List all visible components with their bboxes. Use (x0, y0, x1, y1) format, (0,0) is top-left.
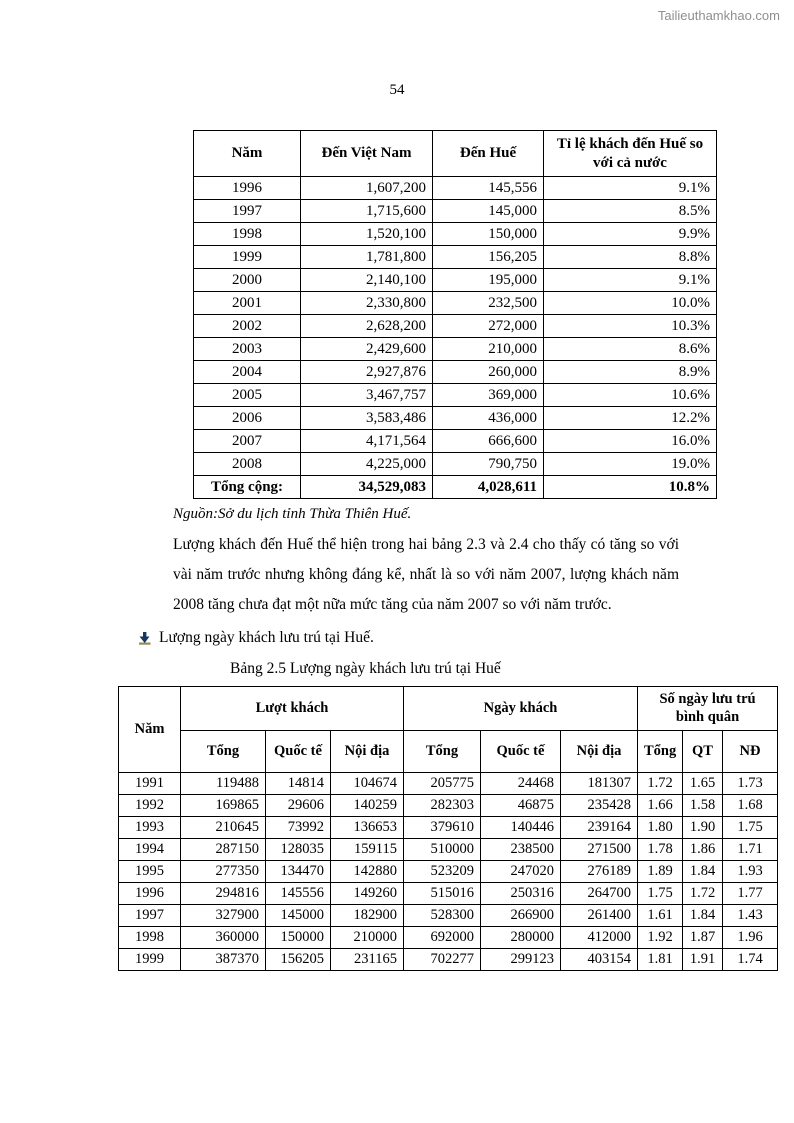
table-cell: 145556 (266, 883, 331, 905)
table-cell: 1,781,800 (301, 246, 433, 269)
table-cell: 210645 (181, 817, 266, 839)
table-cell: 1993 (119, 817, 181, 839)
column-subheader-qt: QT (683, 731, 723, 773)
table-cell: 266900 (481, 905, 561, 927)
table-cell: 702277 (404, 949, 481, 971)
column-subheader-intl: Quốc tế (266, 731, 331, 773)
visitors-to-hue-table (193, 130, 717, 499)
column-subheader-total: Tổng (638, 731, 683, 773)
table-cell: 250316 (481, 883, 561, 905)
table-cell: 34,529,083 (301, 476, 433, 499)
column-header-vietnam: Đến Việt Nam (301, 131, 433, 177)
table-cell: 145000 (266, 905, 331, 927)
table-cell: 1995 (119, 861, 181, 883)
table-cell: 2,330,800 (301, 292, 433, 315)
body-paragraph: Lượng khách đến Huế thể hiện trong hai bảng 2.3 và 2.4 cho thấy có tăng so với vài năm trước nhưng không đáng kể, nhất là so với năm 2007, lượng khách năm 2008 tăng chưa đạt một nữa mức tăng của năm 2007 so với năm trước. (173, 536, 679, 613)
table-cell: 260,000 (433, 361, 544, 384)
table-cell: 1,607,200 (301, 177, 433, 200)
table-cell: 2,927,876 (301, 361, 433, 384)
table-cell: 238500 (481, 839, 561, 861)
table-cell: 3,467,757 (301, 384, 433, 407)
table-cell: 12.2% (544, 407, 717, 430)
table-cell: 1.84 (683, 905, 723, 927)
table-cell: 159115 (331, 839, 404, 861)
table-cell: 1.77 (723, 883, 778, 905)
table-cell: 2008 (194, 453, 301, 476)
table-cell: 1.96 (723, 927, 778, 949)
table-cell: 280000 (481, 927, 561, 949)
table-cell: 232,500 (433, 292, 544, 315)
table-cell: 9.9% (544, 223, 717, 246)
table-row (194, 315, 717, 338)
table-cell: 1.93 (723, 861, 778, 883)
table-cell: 403154 (561, 949, 638, 971)
table-body (119, 773, 778, 971)
table-cell: 145,556 (433, 177, 544, 200)
table-row (119, 773, 778, 795)
table-row (194, 453, 717, 476)
table-cell: 272,000 (433, 315, 544, 338)
table-cell: 1.73 (723, 773, 778, 795)
table-cell: 1998 (194, 223, 301, 246)
column-subheader-intl: Quốc tế (481, 731, 561, 773)
table-cell: 8.5% (544, 200, 717, 223)
table-row (119, 861, 778, 883)
table-cell: 1999 (119, 949, 181, 971)
table-cell: 4,225,000 (301, 453, 433, 476)
table-group-header-row (119, 687, 778, 731)
table-cell: 10.6% (544, 384, 717, 407)
table-cell: 1.81 (638, 949, 683, 971)
table-cell: 8.6% (544, 338, 717, 361)
table-cell: 104674 (331, 773, 404, 795)
table-row (119, 839, 778, 861)
table-cell: 247020 (481, 861, 561, 883)
table-row (194, 430, 717, 453)
column-group-avg-stay: Số ngày lưu trú bình quân (638, 687, 778, 731)
table-cell: 2005 (194, 384, 301, 407)
arrow-bullet-icon (138, 632, 152, 645)
table-row (119, 905, 778, 927)
table-cell: 1.58 (683, 795, 723, 817)
table-cell: 150,000 (433, 223, 544, 246)
table-cell: 1,715,600 (301, 200, 433, 223)
table-row (194, 200, 717, 223)
table-cell: 3,583,486 (301, 407, 433, 430)
table-cell: 1.89 (638, 861, 683, 883)
table-cell: 235428 (561, 795, 638, 817)
table-row (119, 927, 778, 949)
table-row (194, 384, 717, 407)
table-row (194, 246, 717, 269)
table-cell: 145,000 (433, 200, 544, 223)
column-subheader-total: Tổng (404, 731, 481, 773)
table-cell: 14814 (266, 773, 331, 795)
table-cell: 327900 (181, 905, 266, 927)
table-cell: 1.84 (683, 861, 723, 883)
table-cell: 1.87 (683, 927, 723, 949)
table-cell: 10.3% (544, 315, 717, 338)
table-cell: 515016 (404, 883, 481, 905)
table-row (194, 338, 717, 361)
table-row (119, 883, 778, 905)
table-cell: 10.8% (544, 476, 717, 499)
table-cell: 140446 (481, 817, 561, 839)
table-cell: 276189 (561, 861, 638, 883)
table-cell: 692000 (404, 927, 481, 949)
table-cell: 1.74 (723, 949, 778, 971)
table-row (194, 407, 717, 430)
table-cell: 1.65 (683, 773, 723, 795)
table-cell: 2002 (194, 315, 301, 338)
table-cell: 294816 (181, 883, 266, 905)
table-cell: 1994 (119, 839, 181, 861)
table-cell: 2000 (194, 269, 301, 292)
table-cell: 510000 (404, 839, 481, 861)
table-cell: 2001 (194, 292, 301, 315)
table-row (119, 949, 778, 971)
table-cell: 1.61 (638, 905, 683, 927)
table-cell: 2007 (194, 430, 301, 453)
table-cell: 287150 (181, 839, 266, 861)
table-cell: 528300 (404, 905, 481, 927)
table-cell: 73992 (266, 817, 331, 839)
column-subheader-domestic: Nội địa (561, 731, 638, 773)
table-cell: 8.9% (544, 361, 717, 384)
table-cell: 134470 (266, 861, 331, 883)
watermark: Tailieuthamkhao.com (657, 8, 780, 23)
table-cell: 19.0% (544, 453, 717, 476)
source-note: Nguồn:Sở du lịch tỉnh Thừa Thiên Huế. (173, 506, 412, 522)
table-cell: 1998 (119, 927, 181, 949)
table-cell: 271500 (561, 839, 638, 861)
table-cell: 1.43 (723, 905, 778, 927)
table-cell: 1.66 (638, 795, 683, 817)
table-cell: 1.75 (723, 817, 778, 839)
table-cell: 436,000 (433, 407, 544, 430)
table-cell: 2,140,100 (301, 269, 433, 292)
table-cell: 1.78 (638, 839, 683, 861)
table-cell: 264700 (561, 883, 638, 905)
table-cell: 16.0% (544, 430, 717, 453)
table-cell: 10.0% (544, 292, 717, 315)
table-cell: 169865 (181, 795, 266, 817)
table-cell: 9.1% (544, 269, 717, 292)
table-cell: 277350 (181, 861, 266, 883)
column-subheader-total: Tổng (181, 731, 266, 773)
table-cell: 412000 (561, 927, 638, 949)
table-cell: 24468 (481, 773, 561, 795)
table-cell: 1.68 (723, 795, 778, 817)
table-header-row (194, 131, 717, 177)
table-cell: 150000 (266, 927, 331, 949)
table-cell: 1996 (119, 883, 181, 905)
table-cell: 282303 (404, 795, 481, 817)
table-cell: 261400 (561, 905, 638, 927)
table-row (194, 292, 717, 315)
table-cell: 1991 (119, 773, 181, 795)
length-of-stay-table (118, 686, 778, 971)
table-cell: 1.92 (638, 927, 683, 949)
table-row (119, 795, 778, 817)
table-cell: 142880 (331, 861, 404, 883)
table-cell: 1997 (119, 905, 181, 927)
table-cell: 360000 (181, 927, 266, 949)
bullet-item (138, 629, 794, 647)
page-number: 54 (389, 82, 405, 98)
table-cell: 1.90 (683, 817, 723, 839)
table-cell: 387370 (181, 949, 266, 971)
table-cell: 2,628,200 (301, 315, 433, 338)
table-cell: 1.71 (723, 839, 778, 861)
table-cell: 379610 (404, 817, 481, 839)
table-cell: 140259 (331, 795, 404, 817)
table-cell: 1996 (194, 177, 301, 200)
column-subheader-nd: NĐ (723, 731, 778, 773)
table-cell: 156,205 (433, 246, 544, 269)
table-row (119, 817, 778, 839)
table-cell: Tổng cộng: (194, 476, 301, 499)
table-cell: 1992 (119, 795, 181, 817)
table-subheader-row (119, 731, 778, 773)
table-cell: 2006 (194, 407, 301, 430)
column-header-year: Năm (119, 687, 181, 773)
table-cell: 1.91 (683, 949, 723, 971)
table-cell: 2003 (194, 338, 301, 361)
table-cell: 210,000 (433, 338, 544, 361)
column-group-visitor-count: Lượt khách (181, 687, 404, 731)
table-cell: 119488 (181, 773, 266, 795)
table-body (194, 177, 717, 476)
table-cell: 46875 (481, 795, 561, 817)
table-row (194, 223, 717, 246)
table-cell: 210000 (331, 927, 404, 949)
table-cell: 666,600 (433, 430, 544, 453)
table-cell: 299123 (481, 949, 561, 971)
table-cell: 1.86 (683, 839, 723, 861)
table-row (194, 361, 717, 384)
table-cell: 4,028,611 (433, 476, 544, 499)
table-cell: 1.72 (638, 773, 683, 795)
table-cell: 1.72 (683, 883, 723, 905)
table-cell: 2004 (194, 361, 301, 384)
bullet-text: Lượng ngày khách lưu trú tại Huế. (159, 629, 374, 646)
table-cell: 790,750 (433, 453, 544, 476)
table-total-row (194, 476, 717, 499)
column-group-guest-days: Ngày khách (404, 687, 638, 731)
column-header-hue: Đến Huế (433, 131, 544, 177)
table-cell: 1,520,100 (301, 223, 433, 246)
column-subheader-domestic: Nội địa (331, 731, 404, 773)
table-cell: 195,000 (433, 269, 544, 292)
table-cell: 1999 (194, 246, 301, 269)
table-row (194, 269, 717, 292)
table-cell: 1.75 (638, 883, 683, 905)
table-cell: 149260 (331, 883, 404, 905)
table-cell: 181307 (561, 773, 638, 795)
table-cell: 369,000 (433, 384, 544, 407)
table-cell: 2,429,600 (301, 338, 433, 361)
table-cell: 136653 (331, 817, 404, 839)
table-caption: Bảng 2.5 Lượng ngày khách lưu trú tại Huế (230, 660, 501, 677)
table-cell: 1.80 (638, 817, 683, 839)
table-cell: 8.8% (544, 246, 717, 269)
table-cell: 205775 (404, 773, 481, 795)
table-cell: 239164 (561, 817, 638, 839)
table-cell: 182900 (331, 905, 404, 927)
table-cell: 523209 (404, 861, 481, 883)
table-cell: 29606 (266, 795, 331, 817)
table-cell: 4,171,564 (301, 430, 433, 453)
table-row (194, 177, 717, 200)
column-header-ratio: Tỉ lệ khách đến Huế so với cả nước (544, 131, 717, 177)
table-cell: 1997 (194, 200, 301, 223)
column-header-year: Năm (194, 131, 301, 177)
table-cell: 231165 (331, 949, 404, 971)
table-cell: 128035 (266, 839, 331, 861)
table-cell: 156205 (266, 949, 331, 971)
table-cell: 9.1% (544, 177, 717, 200)
